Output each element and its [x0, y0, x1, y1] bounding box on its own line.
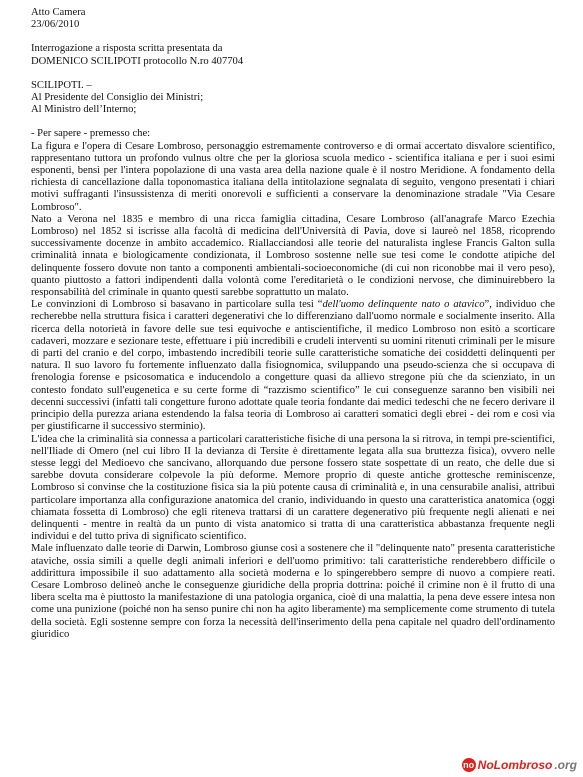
- italic-thesis-quote: dell'uomo delinquente nato o atavico: [322, 299, 485, 311]
- body-paragraph-5: Male influenzato dalle teorie di Darwin, Lombroso giunse così a sostenere che il "delinquente nato" presenta caratteristiche ataviche, ossia simili a quelle degli animali inferiori e dell'uomo primitivo: tali caratteristiche renderebbero difficile o addirittura impossibile il suo adattamento alla società moderna e lo spingerebbero sempre di nuovo a compiere reati. Cesare Lombroso delineò anche le conseguenze giuridiche della propria dottrina: poiché il crimine non è il frutto di una libera scelta ma è piuttosto la manifestazione di una patologia organica, cioè di una malattia, la pena deve essere intesa non come una punizione (poiché non ha senso punire chi non ha agito liberamente) ma semplicemente come strumento di tutela della società. Egli sostenne sempre con forza la necessità dell'inserimento della pena capitale nel quadro dell'ordinamento giuridico: [31, 543, 555, 640]
- watermark-tld: .org: [554, 758, 577, 772]
- intro-author-protocol: DOMENICO SCILIPOTI protocollo N.ro 407704: [31, 55, 244, 67]
- intro-line: Interrogazione a risposta scritta presentata da: [31, 43, 223, 55]
- document-body: [31, 128, 555, 641]
- addressee-author: SCILIPOTI. –: [31, 79, 92, 91]
- addressee-president: Al Presidente del Consiglio dei Ministri;: [31, 92, 204, 104]
- watermark-text: NoLombroso: [477, 758, 553, 772]
- document-page: [31, 7, 555, 641]
- spacer: [31, 68, 555, 80]
- addressee-minister: Al Ministro dell’Interno;: [31, 104, 137, 116]
- document-header: [31, 7, 555, 31]
- body-paragraph-2: Nato a Verona nel 1835 e membro di una ricca famiglia cittadina, Cesare Lombroso (all'anagrafe Marco Ezechia Lombroso) nel 1852 si iscrisse alla facoltà di medicina dell'Università di Pavia, dove si laureò nel 1858, ricoprendo successivamente docenze in ambito accademico. Riallacciandosi alle teorie del naturalista inglese Francis Galton sulla criminalità innata e biologicamente condizionata, il Lombroso sostenne nelle sue tesi come le condotte atipiche del delinquente fossero dovute non tanto a componenti ambientali-socioeconomiche (di cui non riconobbe mai il vero peso), quanto piuttosto a fattori indipendenti dalla volontà come l'ereditarietà o le condizioni nervose, che diminuirebbero la responsabilità del criminale in quanto questi sarebbe soprattutto un malato.: [31, 213, 555, 299]
- premise-line: - Per sapere - premesso che:: [31, 128, 151, 140]
- nolombroso-logo-icon: no: [463, 760, 475, 770]
- paragraph-text: ”, individuo che recherebbe nella struttura fisica i caratteri degenerativi che lo differenziano dall'uomo normale e socialmente inserito. Alla ricerca della notorietà in favore delle sue tesi equivoche e antiscientifiche, il medico Lombroso non esitò a scorticare cadaveri, mozzare e sezionare teste, effettuare i più incredibili e crudeli interventi su uomini ritenuti criminali per le misure di parti del cranio e del corpo, imbastendo incredibili teorie sulle caratteristiche somatiche dei cosiddetti delinquenti per natura. Il suo lavoro fu fortemente influenzato dalla fisiognomica, sviluppando una pseudo-scienza che si occupava di frenologia forense e psicosomatica e inducendolo a congetture quasi da allievo stregone più che da scienziato, in un contesto fondato sull'eugenetica e su certe forme di “razzismo scientifico” le cui conseguenze saranno ben visibili nei decenni successivi (infatti tali congetture furono adottate quale teoria fondante dai medici tedeschi che ne fecero derivare il principio della purezza ariana estendendo la falsa teoria di Lombroso ai caratteri somatici degli ebrei - dei rom e così via per giustificarne il successivo sterminio).: [31, 299, 555, 433]
- spacer: [31, 31, 555, 43]
- body-paragraph-4: L'idea che la criminalità sia connessa a particolari caratteristiche fisiche di una persona la si ritrova, in tempi pre-scientifici, nell'Iliade di Omero (nel cui libro II la devianza di Tersite è direttamente legata alla sua bruttezza fisica), ovvero nelle stesse leggi del Medioevo che sancivano, allorquando due persone fossero state sospettate di un reato, che delle due si sarebbe dovuta considerare colpevole la più deforme. Memore proprio di queste antiche grottesche reminiscenze, Lombroso si convinse che la costituzione fisica sia la più potente causa di criminalità e, in una censurabile analisi, attribuì particolare importanza alla configurazione anatomica del cranio, individuando in questo una caratteristica anatomica (oggi chiamata fossetta di Lombroso) che egli riteneva trattarsi di un carattere degenerativo più frequente negli alienati e nei delinquenti - mentre in realtà da un punto di vista anatomico si tratta di una caratteristica abbastanza frequente negli individui e del tutto priva di significato scientifico.: [31, 433, 555, 543]
- header-date: 23/06/2010: [31, 19, 80, 31]
- addressees: [31, 80, 555, 117]
- nolombroso-watermark: [460, 757, 579, 773]
- paragraph-text: Le convinzioni di Lombroso si basavano in particolare sulla tesi “: [31, 299, 323, 311]
- interrogation-intro: [31, 43, 555, 67]
- body-paragraph-1: La figura e l'opera di Cesare Lombroso, personaggio estremamente controverso e di ormai accertato disvalore scientifico, rappresentano tuttora un profondo vulnus oltre che per la gloriosa scuola medico - scientifica italiana e per i suoi esimi esponenti, bensì per l'intera popolazione di una vasta area della nazione quale è il nostro Meridione. A fondamento della richiesta di cancellazione dalla toponomastica italiana della intitolazione segnalata di seguito, vengono presentati i chiari motivi suffraganti l'insussistenza di meriti onorevoli e sufficienti a conservare la denominazione stradale "Via Cesare Lombroso".: [31, 140, 555, 213]
- body-paragraph-3: [31, 299, 555, 433]
- header-source: Atto Camera: [31, 7, 86, 18]
- spacer: [31, 116, 555, 128]
